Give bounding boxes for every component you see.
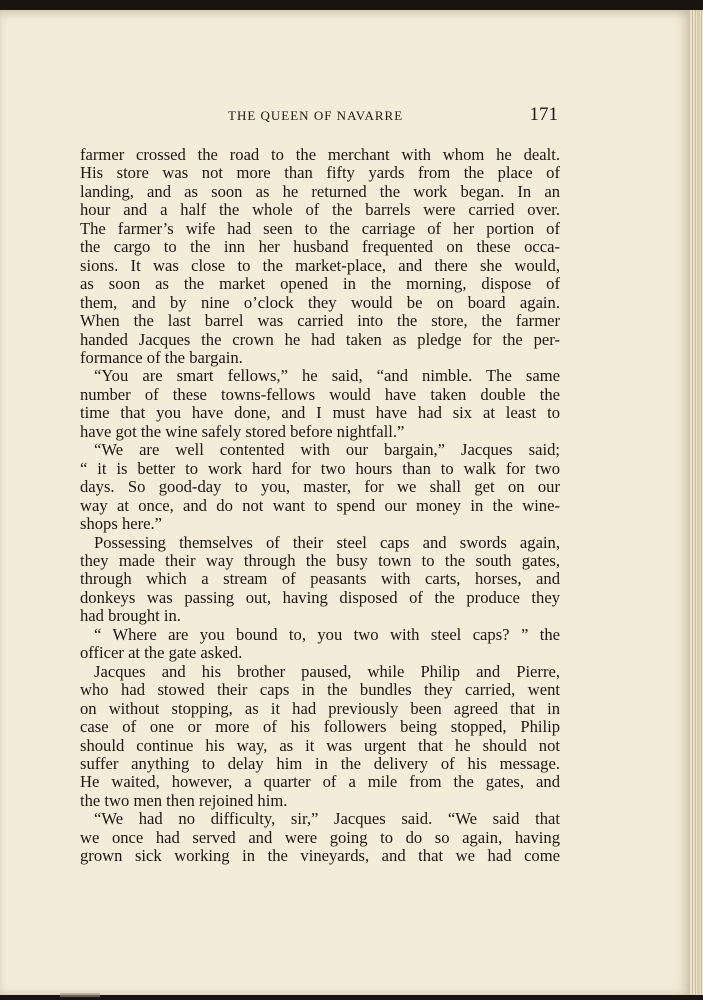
scan-mark [60, 993, 100, 997]
text-line: He waited, however, a quarter of a mile from the gates, and [80, 772, 560, 792]
text-line: the cargo to the inn her husband frequented on these occa- [80, 237, 560, 257]
text-line: way at once, and do not want to spend our money in the wine- [80, 495, 560, 515]
text-line: His store was not more than fifty yards from the place of [80, 163, 560, 183]
text-line: Possessing themselves of their steel caps and swords again, [94, 532, 560, 552]
text-line: days. So good-day to you, master, for we shall get on our [80, 477, 560, 497]
text-line: “You are smart fellows,” he said, “and nimble. The same [94, 366, 560, 386]
body-text [80, 146, 560, 866]
text-line: hour and a half the whole of the barrels were carried over. [80, 200, 560, 220]
text-line: grown sick working in the vineyards, and that we had come [80, 846, 560, 866]
text-line: through which a stream of peasants with carts, horses, and [80, 569, 560, 589]
text-line: had brought in. [80, 606, 181, 626]
text-line: sions. It was close to the market-place, and there she would, [80, 255, 560, 275]
text-line: on without stopping, as it had previously been agreed that in [80, 698, 560, 718]
text-line: shops here.” [80, 514, 163, 534]
text-line: should continue his way, as it was urgent that he should not [80, 735, 560, 755]
text-line: who had stowed their caps in the bundles they carried, went [80, 680, 560, 700]
text-line: Jacques and his brother paused, while Philip and Pierre, [94, 661, 560, 681]
text-line: “ it is better to work hard for two hours than to walk for two [80, 458, 560, 478]
text-line: handed Jacques the crown he had taken as pledge for the per- [80, 329, 560, 349]
page-number: 171 [529, 104, 558, 125]
text-line: the two men then rejoined him. [80, 790, 288, 810]
text-line: suffer anything to delay him in the delivery of his message. [80, 753, 560, 773]
text-line: donkeys was passing out, having disposed of the produce they [80, 587, 560, 607]
page-edge [690, 10, 703, 995]
text-line: formance of the bargain. [80, 347, 243, 367]
text-line: time that you have done, and I must have had six at least to [80, 403, 560, 423]
text-line: them, and by nine o’clock they would be on board again. [80, 292, 560, 312]
text-line: officer at the gate asked. [80, 643, 243, 663]
page-header [80, 104, 560, 128]
text-line: number of these towns-fellows would have taken double the [80, 384, 560, 404]
text-line: “We are well contented with our bargain,” Jacques said; [94, 440, 560, 460]
text-line: The farmer’s wife had seen to the carriage of her portion of [80, 218, 560, 238]
running-title: THE QUEEN OF NAVARRE [228, 108, 404, 123]
text-line: farmer crossed the road to the merchant with whom he dealt. [80, 145, 560, 164]
text-line: have got the wine safely stored before nightfall.” [80, 421, 405, 441]
text-line: “We had no difficulty, sir,” Jacques said. “We said that [94, 809, 560, 829]
text-line: “ Where are you bound to, you two with steel caps? ” the [94, 624, 560, 644]
text-line: as soon as the market opened in the morning, dispose of [80, 274, 560, 294]
text-line: they made their way through the busy town to the south gates, [80, 550, 560, 570]
text-line: landing, and as soon as he returned the work began. In an [80, 181, 560, 201]
text-line: case of one or more of his followers being stopped, Philip [80, 717, 560, 737]
text-line: we once had served and were going to do so again, having [80, 827, 560, 847]
text-line: When the last barrel was carried into the store, the farmer [80, 311, 560, 331]
